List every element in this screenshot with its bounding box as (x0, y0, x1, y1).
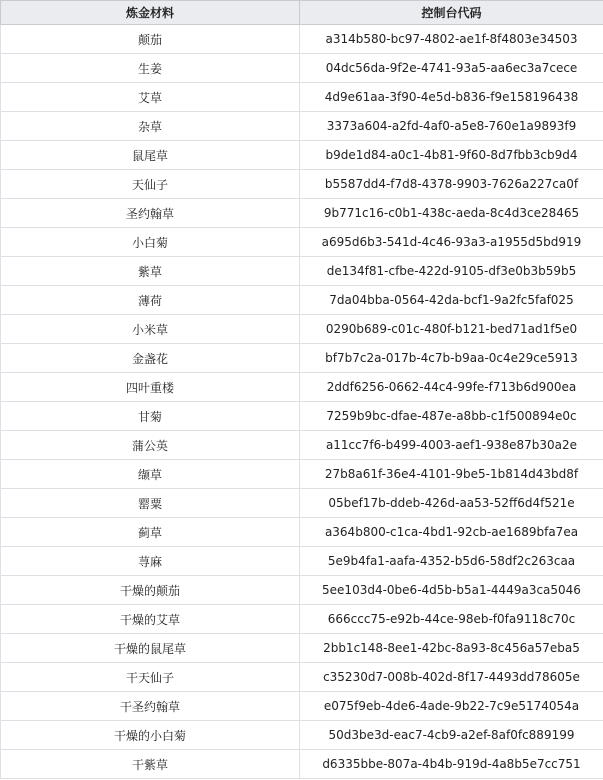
table-row (1, 547, 603, 576)
table-row (1, 750, 603, 779)
table-row (1, 518, 603, 547)
table-row (1, 315, 603, 344)
console-code-cell: a314b580-bc97-4802-ae1f-8f4803e34503 (300, 25, 603, 54)
material-name-cell: 干燥的颠茄 (1, 576, 300, 605)
table-row (1, 460, 603, 489)
console-code-cell: de134f81-cfbe-422d-9105-df3e0b3b59b5 (300, 257, 603, 286)
material-name-cell: 蒲公英 (1, 431, 300, 460)
table-row (1, 25, 603, 54)
console-code-cell: 9b771c16-c0b1-438c-aeda-8c4d3ce28465 (300, 199, 603, 228)
header-row (1, 1, 603, 25)
material-name-cell: 干燥的小白菊 (1, 721, 300, 750)
table-row (1, 83, 603, 112)
table-row (1, 112, 603, 141)
material-name-cell: 干燥的艾草 (1, 605, 300, 634)
console-code-cell: a11cc7f6-b499-4003-aef1-938e87b30a2e (300, 431, 603, 460)
material-name-cell: 金盏花 (1, 344, 300, 373)
table-row (1, 170, 603, 199)
header-material: 炼金材料 (1, 1, 300, 25)
console-code-cell: 5e9b4fa1-aafa-4352-b5d6-58df2c263caa (300, 547, 603, 576)
header-console-code: 控制台代码 (300, 1, 603, 25)
console-code-cell: 05bef17b-ddeb-426d-aa53-52ff6d4f521e (300, 489, 603, 518)
table-row (1, 402, 603, 431)
material-name-cell: 荨麻 (1, 547, 300, 576)
console-code-cell: 04dc56da-9f2e-4741-93a5-aa6ec3a7cece (300, 54, 603, 83)
table-row (1, 199, 603, 228)
material-name-cell: 薄荷 (1, 286, 300, 315)
material-name-cell: 小米草 (1, 315, 300, 344)
console-code-cell: a364b800-c1ca-4bd1-92cb-ae1689bfa7ea (300, 518, 603, 547)
material-name-cell: 艾草 (1, 83, 300, 112)
table-header (1, 1, 603, 25)
console-code-cell: 50d3be3d-eac7-4cb9-a2ef-8af0fc889199 (300, 721, 603, 750)
material-name-cell: 小白菊 (1, 228, 300, 257)
table-row (1, 344, 603, 373)
material-name-cell: 鼠尾草 (1, 141, 300, 170)
table-row (1, 431, 603, 460)
table-row (1, 663, 603, 692)
table-row (1, 576, 603, 605)
material-name-cell: 生姜 (1, 54, 300, 83)
console-code-cell: 27b8a61f-36e4-4101-9be5-1b814d43bd8f (300, 460, 603, 489)
console-code-cell: 2ddf6256-0662-44c4-99fe-f713b6d900ea (300, 373, 603, 402)
table-row (1, 489, 603, 518)
console-code-cell: 7da04bba-0564-42da-bcf1-9a2fc5faf025 (300, 286, 603, 315)
material-name-cell: 圣约翰草 (1, 199, 300, 228)
console-code-cell: 3373a604-a2fd-4af0-a5e8-760e1a9893f9 (300, 112, 603, 141)
console-code-cell: 5ee103d4-0be6-4d5b-b5a1-4449a3ca5046 (300, 576, 603, 605)
table-row (1, 634, 603, 663)
console-code-cell: e075f9eb-4de6-4ade-9b22-7c9e5174054a (300, 692, 603, 721)
console-code-cell: 2bb1c148-8ee1-42bc-8a93-8c456a57eba5 (300, 634, 603, 663)
console-code-cell: d6335bbe-807a-4b4b-919d-4a8b5e7cc751 (300, 750, 603, 779)
console-code-cell: 7259b9bc-dfae-487e-a8bb-c1f500894e0c (300, 402, 603, 431)
table-row (1, 373, 603, 402)
material-name-cell: 蓟草 (1, 518, 300, 547)
console-code-cell: 666ccc75-e92b-44ce-98eb-f0fa9118c70c (300, 605, 603, 634)
material-name-cell: 干圣约翰草 (1, 692, 300, 721)
material-name-cell: 颠茄 (1, 25, 300, 54)
console-code-cell: b9de1d84-a0c1-4b81-9f60-8d7fbb3cb9d4 (300, 141, 603, 170)
material-name-cell: 干紫草 (1, 750, 300, 779)
console-code-cell: 4d9e61aa-3f90-4e5d-b836-f9e158196438 (300, 83, 603, 112)
table-row (1, 692, 603, 721)
console-code-cell: b5587dd4-f7d8-4378-9903-7626a227ca0f (300, 170, 603, 199)
material-name-cell: 干天仙子 (1, 663, 300, 692)
console-code-cell: a695d6b3-541d-4c46-93a3-a1955d5bd919 (300, 228, 603, 257)
table-row (1, 141, 603, 170)
console-code-cell: 0290b689-c01c-480f-b121-bed71ad1f5e0 (300, 315, 603, 344)
table-row (1, 54, 603, 83)
material-name-cell: 干燥的鼠尾草 (1, 634, 300, 663)
material-name-cell: 甘菊 (1, 402, 300, 431)
material-name-cell: 缬草 (1, 460, 300, 489)
console-code-cell: c35230d7-008b-402d-8f17-4493dd78605e (300, 663, 603, 692)
material-name-cell: 杂草 (1, 112, 300, 141)
table-body (1, 25, 603, 779)
material-name-cell: 紫草 (1, 257, 300, 286)
table-row (1, 257, 603, 286)
console-code-cell: bf7b7c2a-017b-4c7b-b9aa-0c4e29ce5913 (300, 344, 603, 373)
table-row (1, 286, 603, 315)
material-name-cell: 罂粟 (1, 489, 300, 518)
table-row (1, 228, 603, 257)
material-name-cell: 四叶重楼 (1, 373, 300, 402)
table-row (1, 721, 603, 750)
table-row (1, 605, 603, 634)
material-name-cell: 天仙子 (1, 170, 300, 199)
